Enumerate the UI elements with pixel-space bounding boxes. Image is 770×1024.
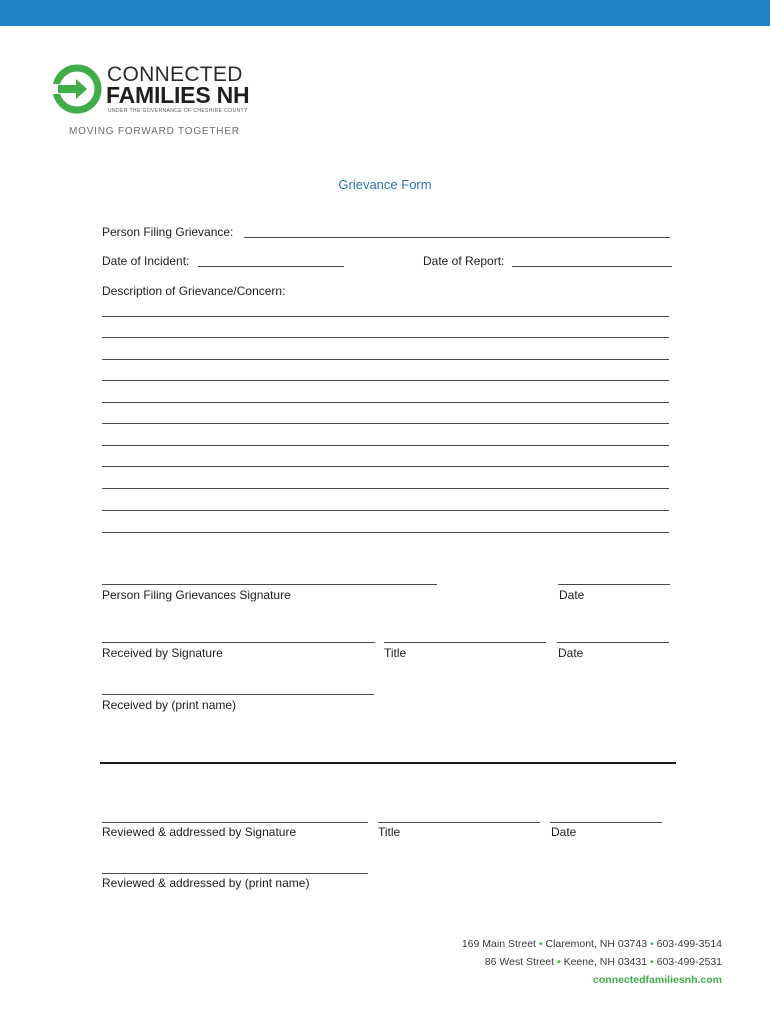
- street: 86 West Street: [484, 956, 555, 968]
- description-line[interactable]: [102, 359, 669, 360]
- reviewed-date-label: Date: [551, 825, 577, 839]
- description-line[interactable]: [102, 466, 669, 467]
- bullet-icon: •: [650, 956, 654, 968]
- filer-signature-field[interactable]: [102, 584, 437, 585]
- reviewed-date-field[interactable]: [550, 822, 662, 823]
- description-line[interactable]: [102, 510, 669, 511]
- description-line[interactable]: [102, 532, 669, 533]
- description-line[interactable]: [102, 488, 669, 489]
- reviewed-signature-label: Reviewed & addressed by Signature: [102, 825, 297, 839]
- person-filing-label: Person Filing Grievance:: [102, 225, 234, 239]
- received-date-label: Date: [558, 646, 584, 660]
- date-of-incident-field[interactable]: [198, 266, 344, 267]
- received-print-label: Received by (print name): [102, 698, 237, 712]
- footer-website-link[interactable]: connectedfamiliesnh.com: [593, 974, 722, 986]
- phone: 603-499-3514: [656, 938, 722, 950]
- bullet-icon: •: [556, 956, 561, 968]
- filer-date-field[interactable]: [558, 584, 670, 585]
- person-filing-field[interactable]: [244, 237, 670, 238]
- filer-date-label: Date: [559, 588, 585, 602]
- reviewed-title-label: Title: [378, 825, 401, 839]
- logo-text-connected: CONNECTED: [107, 63, 243, 86]
- bullet-icon: •: [538, 938, 543, 950]
- description-line[interactable]: [102, 380, 669, 381]
- received-signature-field[interactable]: [102, 642, 375, 643]
- form-title: Grievance Form: [338, 177, 432, 192]
- received-signature-label: Received by Signature: [102, 646, 223, 660]
- description-line[interactable]: [102, 445, 669, 446]
- phone: 603-499-2531: [656, 956, 722, 968]
- description-line[interactable]: [102, 402, 669, 403]
- received-title-label: Title: [384, 646, 407, 660]
- bullet-icon: •: [650, 938, 654, 950]
- city: Keene, NH 03431: [563, 956, 648, 968]
- top-color-bar: [0, 0, 770, 26]
- description-line[interactable]: [102, 316, 669, 317]
- reviewed-signature-field[interactable]: [102, 822, 368, 823]
- footer-address-keene: [485, 956, 722, 968]
- reviewed-title-field[interactable]: [378, 822, 540, 823]
- received-date-field[interactable]: [557, 642, 669, 643]
- date-of-report-label: Date of Report:: [423, 254, 505, 268]
- date-of-incident-label: Date of Incident:: [102, 254, 190, 268]
- received-title-field[interactable]: [384, 642, 546, 643]
- received-print-field[interactable]: [102, 694, 374, 695]
- logo-text-families: FAMILIES NH: [106, 82, 250, 108]
- description-label: Description of Grievance/Concern:: [102, 284, 286, 298]
- city: Claremont, NH 03743: [545, 938, 648, 950]
- date-of-report-field[interactable]: [512, 266, 672, 267]
- street: 169 Main Street: [461, 938, 536, 950]
- footer-address-claremont: [462, 938, 722, 950]
- description-line[interactable]: [102, 337, 669, 338]
- logo-subtext: UNDER THE GOVERNANCE OF CHESHIRE COUNTY: [108, 108, 248, 114]
- filer-signature-label: Person Filing Grievances Signature: [102, 588, 291, 602]
- section-divider: [100, 762, 676, 764]
- reviewed-print-label: Reviewed & addressed by (print name): [102, 876, 310, 890]
- description-line[interactable]: [102, 423, 669, 424]
- arrow-circle-icon: [52, 64, 102, 114]
- tagline: MOVING FORWARD TOGETHER: [69, 126, 240, 137]
- reviewed-print-field[interactable]: [102, 873, 368, 874]
